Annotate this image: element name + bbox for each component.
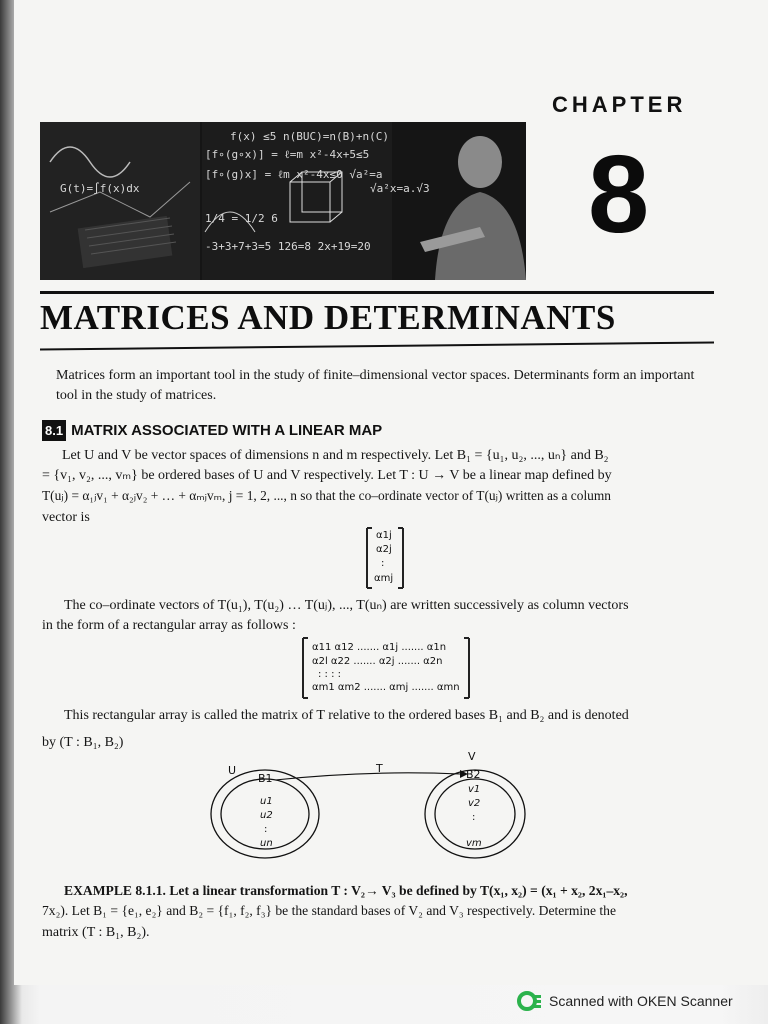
para2-line1: The co–ordinate vectors of T(u₁), T(u₂) … T(uⱼ), ..., T(uₙ) are written successively as column vectors: [64, 598, 629, 613]
column-vector: [366, 528, 404, 588]
matrix-row: αm1 αm2 ....... αmj ....... αmn: [312, 682, 460, 693]
map-label: T: [376, 762, 383, 775]
domain-space-label: U: [228, 764, 237, 777]
linear-map-diagram: [190, 748, 530, 868]
codomain-space-label: V: [468, 750, 476, 763]
domain-basis-item: u1: [260, 796, 273, 807]
para1-line1: Let U and V be vector spaces of dimensions n and m respectively. Let B₁ = {u₁, u₂, ..., uₙ} and B₂: [62, 448, 609, 463]
column-vector-entry: α2j: [376, 544, 392, 555]
matrix-row: : : : :: [318, 669, 342, 680]
section-heading: [42, 417, 382, 443]
column-vector-entry: αmj: [374, 573, 394, 584]
intro-paragraph: Matrices form an important tool in the study of finite–dimensional vector spaces. Determinants form an important tool in the study of matrices.: [56, 368, 695, 403]
codomain-basis-item: vm: [466, 838, 482, 849]
domain-basis-item: u2: [260, 810, 273, 821]
codomain-basis-item: v2: [468, 798, 481, 809]
section-number: 8.1: [42, 420, 66, 441]
chapter-number: 8: [588, 133, 650, 256]
codomain-basis-label: B2: [466, 768, 481, 781]
para3-line2: by (T : B₁, B₂): [42, 735, 124, 750]
scanner-watermark: [517, 990, 733, 1012]
title-rule-top: [40, 291, 714, 294]
example-heading-text: EXAMPLE 8.1.1. Let a linear transformation T : V₂→ V₃ be defined by T(x₁, x₂) = (x₁ + x₂, 2x₁–x₂,: [64, 883, 628, 898]
oken-scanner-logo-icon: [517, 990, 543, 1012]
domain-basis-label: B1: [258, 772, 273, 785]
scanner-watermark-text: Scanned with OKEN Scanner: [549, 993, 733, 1009]
coordinate-matrix: [302, 638, 470, 698]
domain-basis-item: :: [264, 824, 268, 835]
column-vector-entry: :: [381, 558, 385, 569]
banner-illustration-icon: [40, 122, 526, 280]
chapter-banner-image: f(x) ≤5 n(BUC)=n(B)+n(C) [f∘(g∘x)] = ℓ=m x²-4x+5≤5 [f∘(g)x] = ℓm x²-4x≤0 √a²=a 1/4 = 1/2 6 -3+3+7+3=5 126=8 2x+19=20 √a²x=a.√3 G(t)=∫f(x)dx: [40, 122, 526, 280]
example-line3: matrix (T : B₁, B₂).: [42, 925, 150, 940]
example-line2: 7x₂). Let B₁ = {e₁, e₂} and B₂ = {f₁, f₂, f₃} be the standard bases of V₂ and V₃ respectively. Determine the: [42, 903, 617, 918]
chapter-label: CHAPTER: [552, 92, 687, 117]
domain-basis-item: un: [260, 838, 273, 849]
column-vector-entry: α1j: [376, 530, 392, 541]
para1-line4: vector is: [42, 510, 90, 525]
para2-line2: in the form of a rectangular array as follows :: [42, 618, 296, 633]
para1-line2: = {v₁, v₂, ..., vₘ} be ordered bases of U and V respectively. Let T : U → V be a linear map defined by: [42, 468, 612, 483]
para1-line3: T(uⱼ) = α₁ⱼv₁ + α₂ⱼv₂ + … + αₘⱼvₘ, j = 1, 2, ..., n so that the co–ordinate vector of T(uⱼ) written as a column: [42, 488, 611, 503]
matrix-row: α2l α22 ....... α2j ....... α2n: [312, 656, 443, 667]
para3-line1: This rectangular array is called the matrix of T relative to the ordered bases B₁ and B₂ and is denoted: [64, 708, 629, 723]
section-title: MATRIX ASSOCIATED WITH A LINEAR MAP: [71, 421, 383, 439]
codomain-basis-item: v1: [468, 784, 481, 795]
chapter-title: MATRICES AND DETERMINANTS: [40, 298, 616, 337]
example-line1: [64, 881, 724, 901]
matrix-row: α11 α12 ....... α1j ....... α1n: [312, 642, 447, 653]
codomain-basis-item: :: [472, 812, 476, 823]
